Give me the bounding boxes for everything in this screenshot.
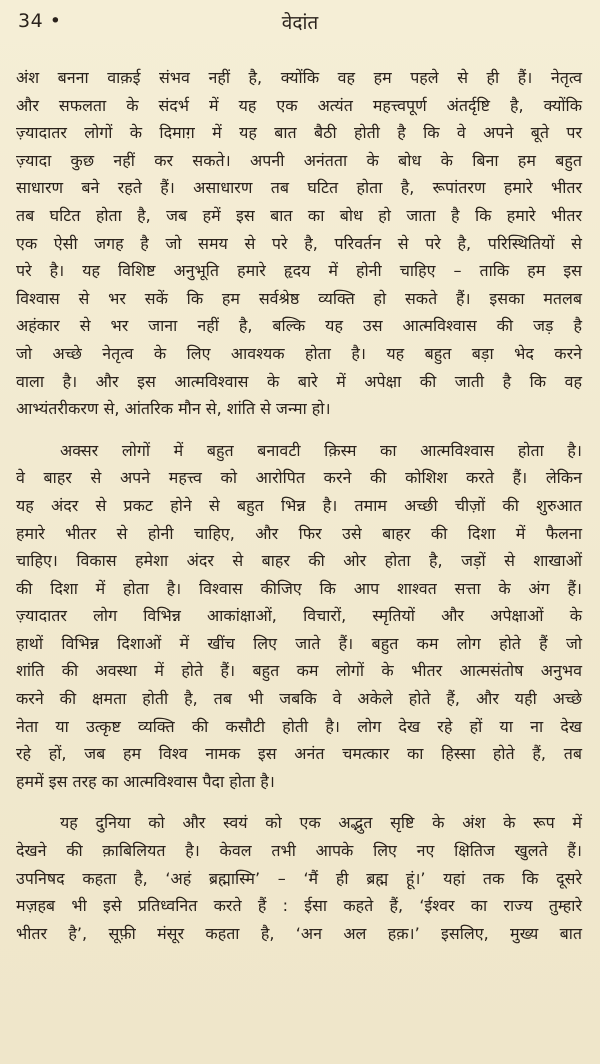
text-line: यह दुनिया को और स्वयं को एक अद्भुत सृष्टि के अंश के रूप में bbox=[60, 813, 582, 833]
text-line: विश्वास से भर सकें कि हम सर्वश्रेष्ठ व्यक्ति हो सकते हैं। इसका मतलब bbox=[16, 288, 582, 308]
text-line: अंश बनना वाक़ई संभव नहीं है, क्योंकि वह हम पहले से ही हैं। नेतृत्व bbox=[16, 68, 582, 87]
text-line: और सफलता के संदर्भ में यह एक अत्यंत महत्त्वपूर्ण अंतर्दृष्टि है, क्योंकि bbox=[16, 95, 582, 115]
text-line: आभ्यंतरीकरण से, आंतरिक मौन से, शांति से जन्मा हो। bbox=[16, 399, 331, 419]
page-number: 34 • bbox=[18, 10, 62, 32]
text-line: हममें इस तरह का आत्मविश्वास पैदा होता है। bbox=[16, 771, 275, 791]
text-line: तब घटित होता है, जब हमें इस बात का बोध हो जाता है कि हमारे भीतर bbox=[16, 205, 582, 225]
paragraph-gap bbox=[16, 423, 582, 437]
page-header bbox=[14, 8, 586, 38]
text-line: चाहिए। विकास हमेशा अंदर से बाहर की ओर होता है, जड़ों से शाखाओं bbox=[16, 551, 582, 571]
text-line: भीतर है’, सूफ़ी मंसूर कहता है, ‘अन अल हक़।’ इसलिए, मुख्य बात bbox=[16, 923, 582, 943]
text-line: एक ऐसी जगह है जो समय से परे है, परिवर्तन से परे है, परिस्थितियों से bbox=[16, 233, 582, 253]
text-line: की दिशा में होता है। विश्वास कीजिए कि आप शाश्वत सत्ता के अंग हैं। bbox=[16, 578, 582, 598]
text-line: परे है। यह विशिष्ट अनुभूति हमारे हृदय में होनी चाहिए – ताकि हम इस bbox=[16, 261, 582, 281]
text-line: उपनिषद कहता है, ‘अहं ब्रह्मास्मि’ – ‘मैं ही ब्रह्म हूं।’ यहां तक कि दूसरे bbox=[16, 868, 582, 888]
text-line: वाला है। और इस आत्मविश्वास के बारे में अपेक्षा की जाती है कि वह bbox=[16, 371, 582, 391]
paragraph-3 bbox=[16, 809, 582, 947]
text-line: अक्सर लोगों में बहुत बनावटी क़िस्म का आत्मविश्वास होता है। bbox=[60, 440, 582, 460]
text-line: हमारे भीतर से होनी चाहिए, और फिर उसे बाहर की दिशा में फैलना bbox=[16, 523, 582, 543]
body-text bbox=[16, 64, 582, 947]
text-line: यह अंदर से प्रकट होने से बहुत भिन्न है। तमाम अच्छी चीज़ों की शुरुआत bbox=[16, 495, 582, 515]
text-line: ज़्यादातर लोगों के दिमाग़ में यह बात बैठी होती है कि वे अपने बूते पर bbox=[16, 123, 582, 143]
text-line: मज़हब भी इसे प्रतिध्वनित करते हैं : ईसा कहते हैं, ‘ईश्वर का राज्य तुम्हारे bbox=[16, 896, 582, 916]
paragraph-1 bbox=[16, 64, 582, 423]
text-line: अहंकार से भर जाना नहीं है, बल्कि यह उस आत्मविश्वास की जड़ है bbox=[16, 316, 582, 336]
paragraph-2 bbox=[16, 437, 582, 796]
text-line: वे बाहर से अपने महत्त्व को आरोपित करने की कोशिश करते हैं। लेकिन bbox=[16, 468, 582, 488]
text-line: हाथों विभिन्न दिशाओं में खींच लिए जाते हैं। बहुत कम लोग होते हैं जो bbox=[16, 633, 582, 653]
text-line: जो अच्छे नेतृत्व के लिए आवश्यक होता है। यह बहुत बड़ा भेद करने bbox=[16, 343, 582, 363]
text-line: ज़्यादा कुछ नहीं कर सकते। अपनी अनंतता के बोध के बिना हम बहुत bbox=[16, 150, 582, 170]
text-line: नेता या उत्कृष्ट व्यक्ति की कसौटी होती है। लोग देख रहे हों या ना देख bbox=[16, 716, 582, 736]
text-line: देखने की क़ाबिलियत है। केवल तभी आपके लिए नए क्षितिज खुलते हैं। bbox=[16, 841, 582, 861]
text-line: ज़्यादातर लोग विभिन्न आकांक्षाओं, विचारों, स्मृतियों और अपेक्षाओं के bbox=[16, 606, 582, 626]
text-line: करने की क्षमता होती है, तब भी जबकि वे अकेले होते हैं, और यही अच्छे bbox=[16, 689, 582, 709]
running-title: वेदांत bbox=[281, 12, 319, 34]
paragraph-gap bbox=[16, 795, 582, 809]
text-line: शांति की अवस्था में होते हैं। बहुत कम लोगों के भीतर आत्मसंतोष अनुभव bbox=[16, 661, 582, 681]
text-line: साधारण बने रहते हैं। असाधारण तब घटित होता है, रूपांतरण हमारे भीतर bbox=[16, 178, 582, 198]
text-line: रहे हों, जब हम विश्व नामक इस अनंत चमत्कार का हिस्सा होते हैं, तब bbox=[16, 744, 582, 764]
